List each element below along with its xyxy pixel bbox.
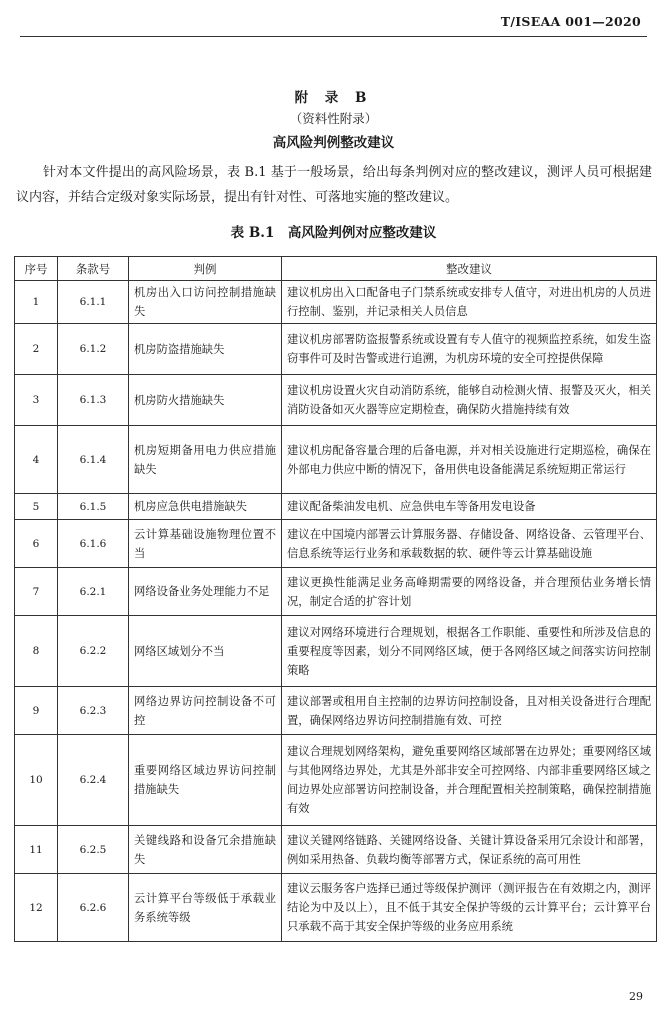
header-rule (20, 36, 647, 37)
table-row (15, 874, 657, 942)
header-case: 判例 (129, 257, 282, 281)
row-advice: 建议对网络环境进行合理规划，根据各工作职能、重要性和所涉及信息的重要程度等因素，划分不同网络区域，便于各网络区域之间落实访问控制策略 (282, 616, 657, 687)
page-number: 29 (629, 990, 643, 1003)
row-clause: 6.1.1 (58, 281, 129, 324)
row-no: 5 (15, 494, 58, 520)
table-row (15, 520, 657, 568)
row-clause: 6.2.2 (58, 616, 129, 687)
table-row (15, 568, 657, 616)
row-case: 机房短期备用电力供应措施缺失 (129, 426, 282, 494)
row-advice: 建议合理规划网络架构，避免重要网络区域部署在边界处；重要网络区域与其他网络边界处，尤其是外部非安全可控网络、内部非重要网络区域之间边界处应部署访问控制设备，并合理配置相关控制策略，确保控制措施有效 (282, 735, 657, 826)
table-caption: 表 B.1 高风险判例对应整改建议 (230, 225, 437, 241)
table-row (15, 494, 657, 520)
row-no: 2 (15, 324, 58, 375)
row-no: 10 (15, 735, 58, 826)
table-row (15, 375, 657, 426)
table-row (15, 735, 657, 826)
appendix-subject: 高风险判例整改建议 (272, 135, 395, 151)
document-identifier: T/ISEAA 001—2020 (500, 14, 641, 29)
row-advice: 建议机房设置火灾自动消防系统，能够自动检测火情、报警及灭火，相关消防设备如灭火器等应定期检查，确保防火措施持续有效 (282, 375, 657, 426)
row-no: 12 (15, 874, 58, 942)
row-case: 机房应急供电措施缺失 (129, 494, 282, 520)
table-header (15, 257, 657, 281)
row-case: 重要网络区域边界访问控制措施缺失 (129, 735, 282, 826)
row-clause: 6.1.3 (58, 375, 129, 426)
table-row (15, 687, 657, 735)
row-clause: 6.1.4 (58, 426, 129, 494)
row-no: 3 (15, 375, 58, 426)
table-row (15, 324, 657, 375)
row-case: 网络设备业务处理能力不足 (129, 568, 282, 616)
row-clause: 6.2.3 (58, 687, 129, 735)
row-case: 云计算平台等级低于承载业务系统等级 (129, 874, 282, 942)
row-advice: 建议机房出入口配备电子门禁系统或安排专人值守，对进出机房的人员进行控制、鉴别，并记录相关人员信息 (282, 281, 657, 324)
row-no: 1 (15, 281, 58, 324)
row-no: 9 (15, 687, 58, 735)
table-row (15, 616, 657, 687)
table-row (15, 826, 657, 874)
row-no: 4 (15, 426, 58, 494)
row-advice: 建议机房部署防盗报警系统或设置有专人值守的视频监控系统，如发生盗窃事件可及时告警或进行追溯，为机房环境的安全可控提供保障 (282, 324, 657, 375)
row-advice: 建议更换性能满足业务高峰期需要的网络设备，并合理预估业务增长情况，制定合适的扩容计划 (282, 568, 657, 616)
appendix-nature: （资料性附录） (289, 111, 378, 126)
appendix-title: 附 录 B (294, 90, 373, 106)
row-no: 6 (15, 520, 58, 568)
table-row (15, 426, 657, 494)
row-advice: 建议配备柴油发电机、应急供电车等备用发电设备 (282, 494, 657, 520)
row-no: 8 (15, 616, 58, 687)
row-clause: 6.1.2 (58, 324, 129, 375)
row-advice: 建议部署或租用自主控制的边界访问控制设备，且对相关设备进行合理配置，确保网络边界访问控制措施有效、可控 (282, 687, 657, 735)
row-no: 7 (15, 568, 58, 616)
row-no: 11 (15, 826, 58, 874)
table-row (15, 281, 657, 324)
intro-paragraph: 针对本文件提出的高风险场景，表 B.1 基于一般场景，给出每条判例对应的整改建议，测评人员可根据建议内容，并结合定级对象实际场景，提出有针对性、可落地实施的整改建议。 (16, 165, 652, 205)
row-clause: 6.1.5 (58, 494, 129, 520)
row-clause: 6.2.5 (58, 826, 129, 874)
row-clause: 6.2.6 (58, 874, 129, 942)
header-row (15, 257, 657, 281)
row-clause: 6.2.1 (58, 568, 129, 616)
row-case: 机房防火措施缺失 (129, 375, 282, 426)
row-advice: 建议在中国境内部署云计算服务器、存储设备、网络设备、云管理平台、信息系统等运行业务和承载数据的软、硬件等云计算基础设施 (282, 520, 657, 568)
table-body (15, 281, 657, 942)
row-case: 网络边界访问控制设备不可控 (129, 687, 282, 735)
row-advice: 建议关键网络链路、关键网络设备、关键计算设备采用冗余设计和部署，例如采用热备、负载均衡等部署方式，保证系统的高可用性 (282, 826, 657, 874)
row-clause: 6.1.6 (58, 520, 129, 568)
advice-table (14, 256, 657, 942)
row-advice: 建议云服务客户选择已通过等级保护测评（测评报告在有效期之内，测评结论为中及以上），且不低于其安全保护等级的云计算平台；云计算平台只承载不高于其安全保护等级的业务应用系统 (282, 874, 657, 942)
row-case: 关键线路和设备冗余措施缺失 (129, 826, 282, 874)
row-case: 机房出入口访问控制措施缺失 (129, 281, 282, 324)
header-clause: 条款号 (58, 257, 129, 281)
row-case: 网络区域划分不当 (129, 616, 282, 687)
row-advice: 建议机房配备容量合理的后备电源，并对相关设施进行定期巡检，确保在外部电力供应中断的情况下，备用供电设备能满足系统短期正常运行 (282, 426, 657, 494)
header-advice: 整改建议 (282, 257, 657, 281)
row-clause: 6.2.4 (58, 735, 129, 826)
row-case: 机房防盗措施缺失 (129, 324, 282, 375)
row-case: 云计算基础设施物理位置不当 (129, 520, 282, 568)
header-no: 序号 (15, 257, 58, 281)
